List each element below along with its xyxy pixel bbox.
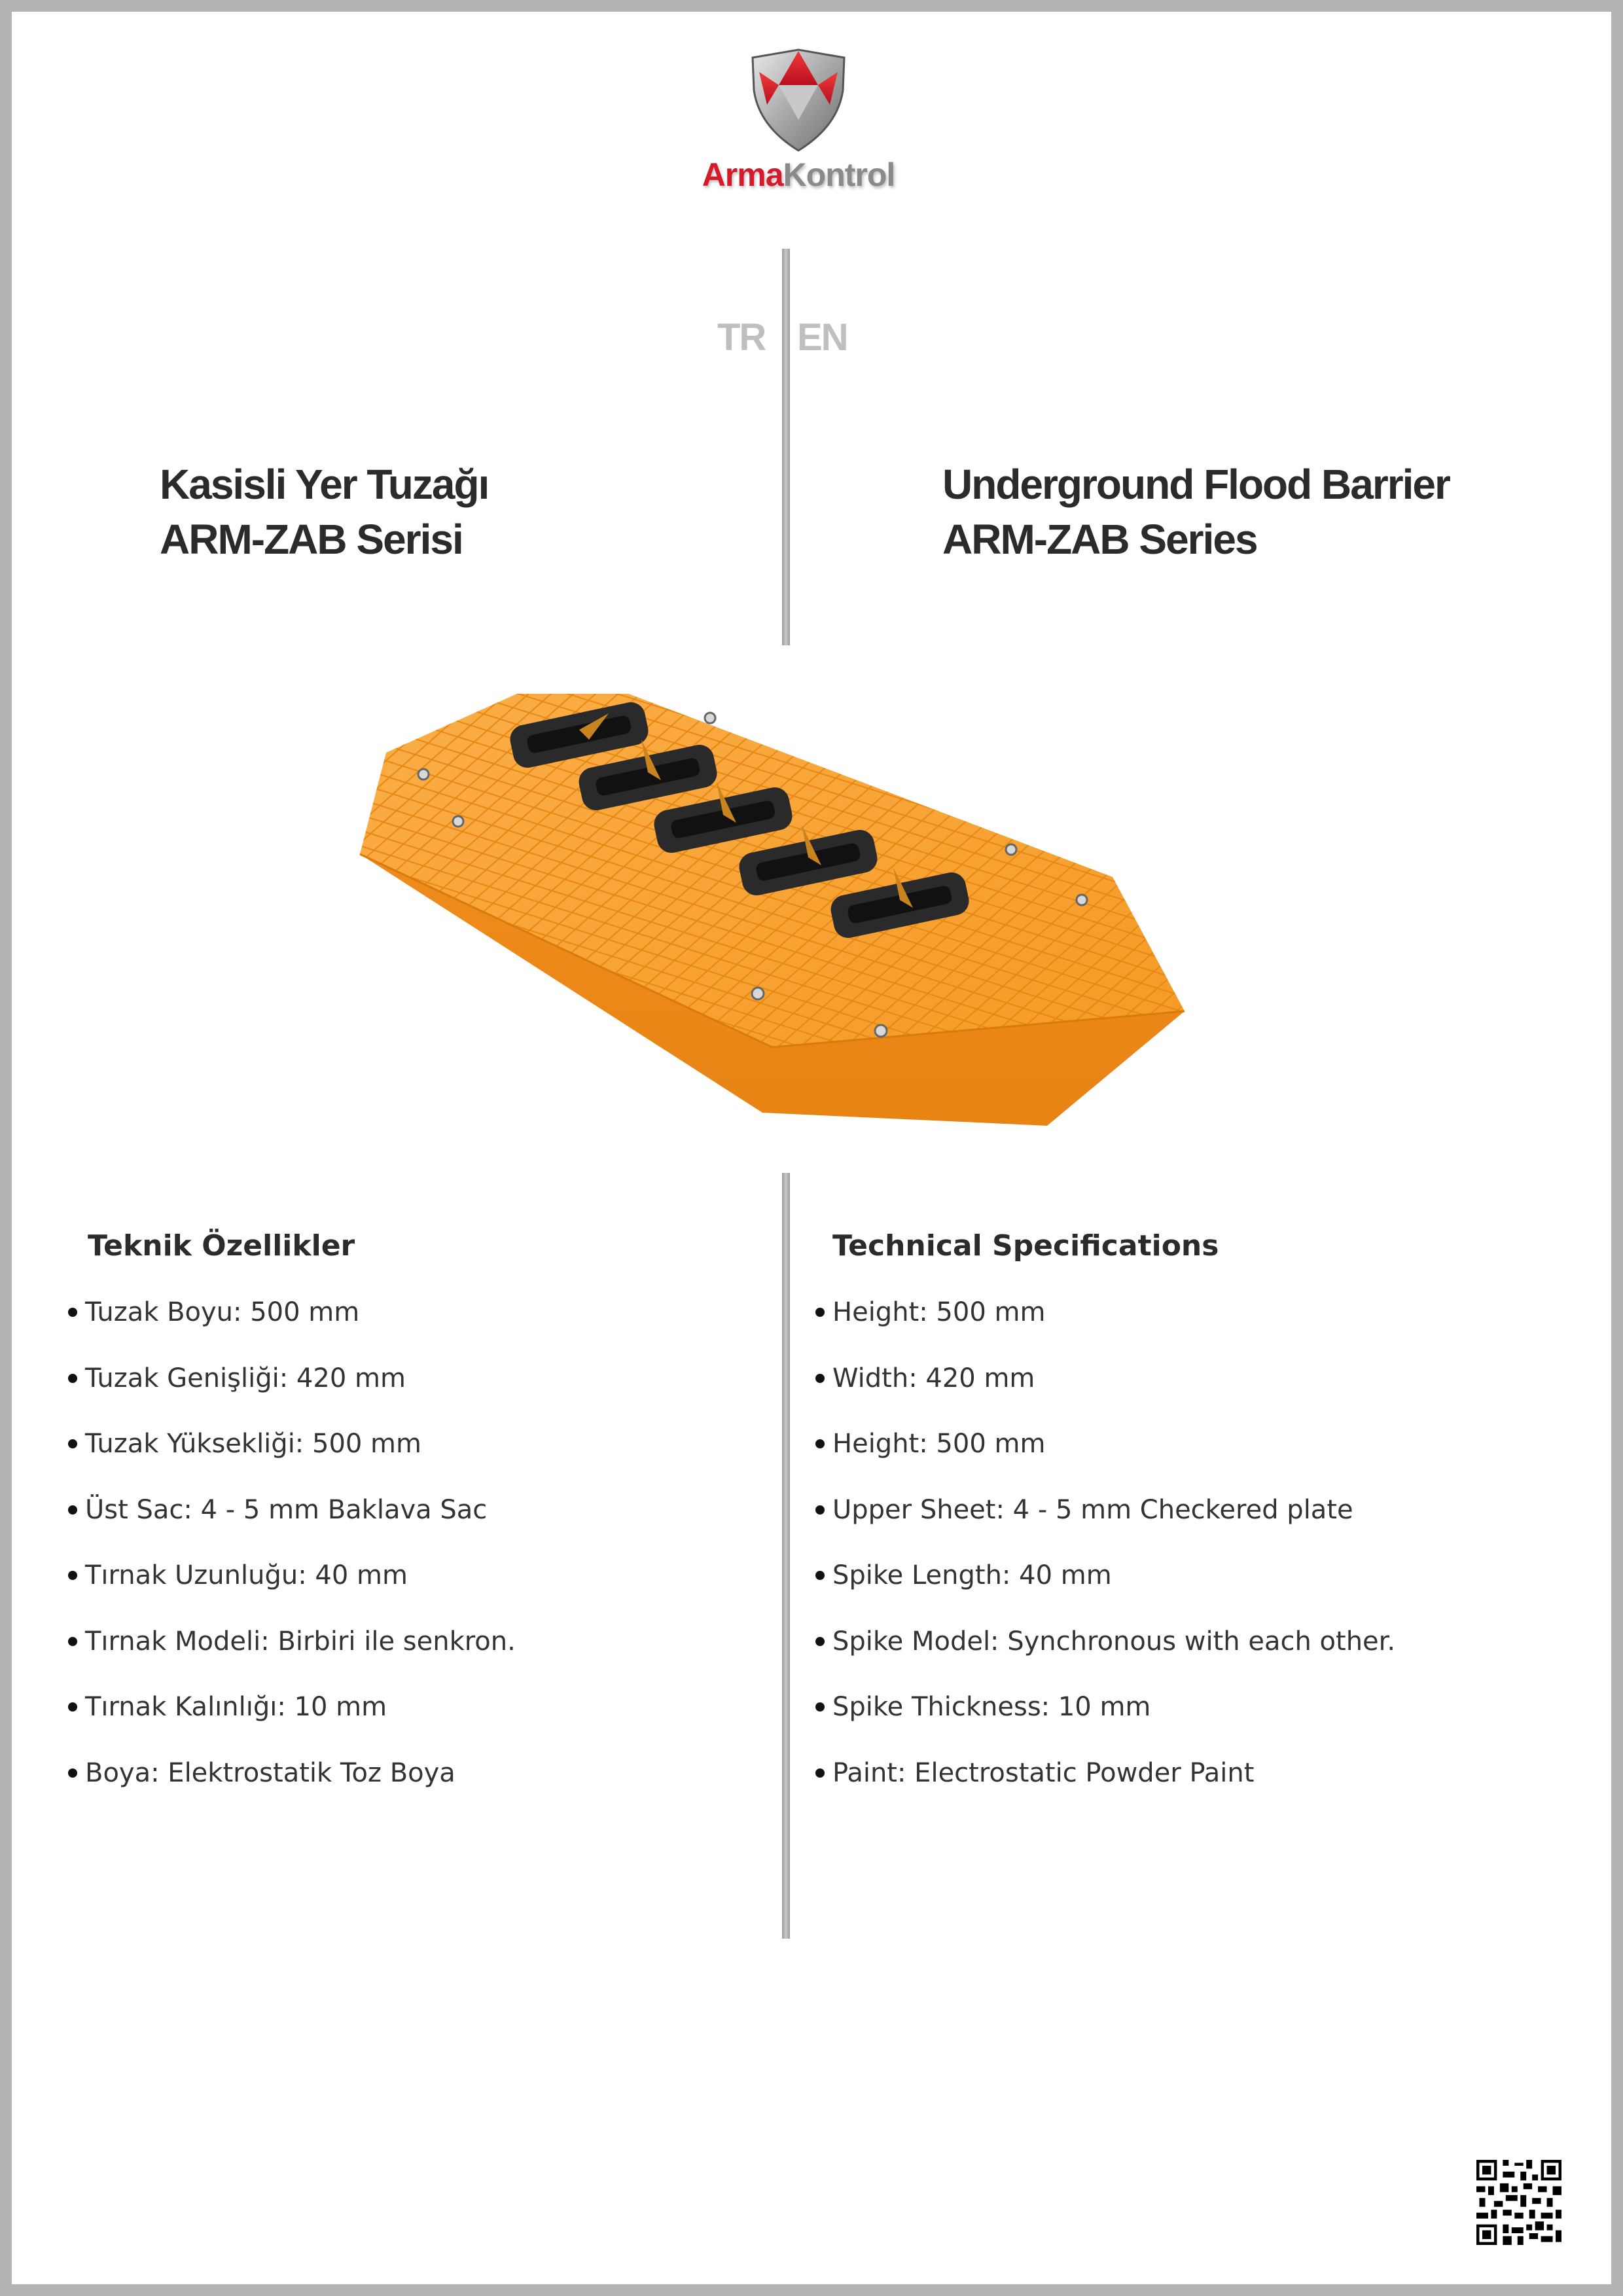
bottom-divider [782, 1173, 790, 1939]
bullet-icon [68, 1439, 77, 1448]
spec-item: Tuzak Boyu: 500 mm [68, 1293, 516, 1359]
spec-item: Üst Sac: 4 - 5 mm Baklava Sac [68, 1490, 516, 1556]
spec-item: Tırnak Modeli: Birbiri ile senkron. [68, 1622, 516, 1688]
bullet-icon [815, 1768, 825, 1778]
bullet-icon [68, 1702, 77, 1712]
bullet-icon [68, 1308, 77, 1317]
spec-item: Spike Thickness: 10 mm [815, 1687, 1395, 1753]
spec-list-en [815, 1293, 1395, 1819]
qr-code-icon [1476, 2160, 1561, 2245]
spec-item: Tırnak Uzunluğu: 40 mm [68, 1556, 516, 1622]
bullet-icon [815, 1308, 825, 1317]
top-divider [782, 249, 790, 645]
brand-logo [694, 45, 903, 202]
spec-item: Spike Model: Synchronous with each other. [815, 1622, 1395, 1688]
title-tr-line1: Kasisli Yer Tuzağı [160, 461, 489, 508]
spec-item: Paint: Electrostatic Powder Paint [815, 1753, 1395, 1820]
shield-icon [740, 45, 857, 156]
bullet-icon [815, 1439, 825, 1448]
spec-list-tr [68, 1293, 516, 1819]
spec-item: Tuzak Yüksekliği: 500 mm [68, 1424, 516, 1490]
spec-heading-en: Technical Specifications [832, 1229, 1219, 1263]
spec-heading-tr: Teknik Özellikler [88, 1229, 355, 1263]
spec-item: Tırnak Kalınlığı: 10 mm [68, 1687, 516, 1753]
bullet-icon [68, 1374, 77, 1383]
title-tr [160, 457, 488, 567]
bullet-icon [68, 1768, 77, 1778]
title-en-line1: Underground Flood Barrier [942, 461, 1450, 508]
spec-item: Height: 500 mm [815, 1293, 1395, 1359]
language-tr-label: TR [717, 316, 766, 359]
spec-item: Spike Length: 40 mm [815, 1556, 1395, 1622]
bullet-icon [815, 1571, 825, 1580]
spec-item: Upper Sheet: 4 - 5 mm Checkered plate [815, 1490, 1395, 1556]
bullet-icon [815, 1505, 825, 1515]
title-tr-line2: ARM-ZAB Serisi [160, 516, 463, 563]
product-image [353, 681, 1198, 1139]
bullet-icon [68, 1505, 77, 1515]
bullet-icon [68, 1637, 77, 1646]
title-en [942, 457, 1450, 567]
bullet-icon [815, 1702, 825, 1712]
bullet-icon [815, 1637, 825, 1646]
bullet-icon [815, 1374, 825, 1383]
spec-item: Boya: Elektrostatik Toz Boya [68, 1753, 516, 1820]
spec-item: Height: 500 mm [815, 1424, 1395, 1490]
spec-item: Width: 420 mm [815, 1359, 1395, 1425]
bullet-icon [68, 1571, 77, 1580]
language-en-label: EN [797, 316, 847, 359]
brand-name: ArmaKontrol [702, 156, 895, 193]
title-en-line2: ARM-ZAB Series [942, 516, 1257, 563]
spec-item: Tuzak Genişliği: 420 mm [68, 1359, 516, 1425]
